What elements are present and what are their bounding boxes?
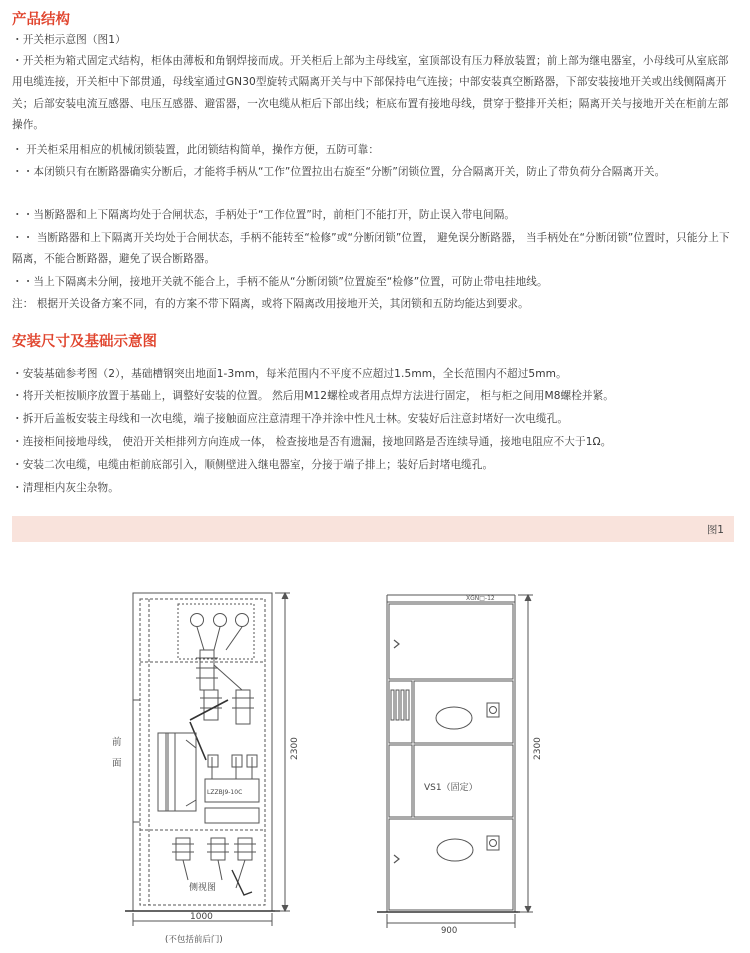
section-title-product-structure: 产品结构 — [12, 12, 70, 28]
side-view-label: 侧视图 — [189, 883, 217, 893]
note-paragraph: 注： 根据开关设备方案不同，有的方案不带下隔离，或将下隔离改用接地开关，其闭锁和五防均能达到要求。 — [12, 298, 529, 310]
side-height-dimension — [275, 593, 290, 911]
front-label: 前 — [112, 737, 122, 748]
front-width-value: 900 — [441, 926, 458, 936]
paragraph: ・・ 当断路器和上下隔离开关均处于合闸状态，手柄不能转至“检修”或“分断闭锁”位置， 避免误分断路器， 当手柄处在“分断闭锁”位置时，只能分上下隔离，不能合断路器，避免了误合断路器。 — [12, 232, 730, 266]
side-height-value: 2300 — [290, 737, 300, 760]
front-view-cabinet — [377, 595, 520, 912]
paragraph: ・清理柜内灰尘杂物。 — [12, 482, 119, 494]
figure-caption: 图1 — [706, 524, 724, 536]
paragraph: ・ 开关柜采用相应的机械闭锁装置，此闭锁结构简单，操作方便，五防可靠： — [12, 144, 380, 156]
section-title-installation: 安装尺寸及基础示意图 — [12, 334, 157, 350]
paragraph: ・连接柜间接地母线， 使沿开关柜排列方向连成一体， 检查接地是否有遗漏，接地回路是否连续导通，接地电阻应不大于1Ω。 — [12, 436, 612, 448]
paragraph: ・安装二次电缆，电缆由柜前底部引入，顺侧壁进入继电器室，分接于端子排上；装好后封堵电缆孔。 — [12, 459, 494, 471]
paragraph: ・拆开后盖板安装主母线和一次电缆，端子接触面应注意清理干净并涂中性凡士林。安装好后注意封堵好一次电缆孔。 — [12, 413, 569, 425]
side-view-cabinet — [125, 593, 280, 911]
side-width-value: 1000 — [190, 912, 213, 922]
front-height-dimension — [518, 595, 533, 912]
front-height-value: 2300 — [533, 737, 543, 760]
ct-model-label: LZZBJ9-10C — [207, 789, 243, 796]
paragraph: ・・当断路器和上下隔离均处于合闸状态，手柄处于“工作位置”时，前柜门不能打开，防止误入带电间隔。 — [12, 209, 516, 221]
front-label: 面 — [112, 758, 122, 769]
paragraph: ・开关柜示意图（图1） — [12, 34, 126, 46]
paragraph: ・将开关柜按顺序放置于基础上，调整好安装的位置。 然后用M12螺栓或者用点焊方法进行固定， 柜与柜之间用M8螺栓并紧。 — [12, 390, 615, 402]
cabinet-model: XGN□-12 — [466, 595, 495, 602]
paragraph: ・・本闭锁只有在断路器确实分断后，才能将手柄从“工作”位置拉出右旋至“分断”闭锁位置，分合隔离开关，防止了带负荷分合隔离开关。 — [12, 166, 666, 178]
paragraph: ・开关柜为箱式固定式结构，柜体由薄板和角钢焊接而成。开关柜后上部为主母线室，室顶部设有压力释放装置；前上部为继电器室，小母线可从室底部用电缆连接，开关柜中下部贯通，母线室通过GN30型旋转式隔离开关与中下部保持电气连接；中部安装真空断路器，下部安装接地开关或出线侧隔离开关；后部安装电流互感器、电压互感器、避雷器，一次电缆从柜后下部出线；柜底布置有接地母线，贯穿于整排开关柜；隔离开关与接地开关在柜前左部操作。 — [12, 55, 729, 132]
paragraph: ・・当上下隔离未分闸，接地开关就不能合上，手柄不能从“分断闭锁”位置旋至“检修”位置，可防止带电挂地线。 — [12, 276, 548, 288]
paragraph: ・安装基础参考图（2），基础槽钢突出地面1-3mm，每米范围内不平度不应超过1.5mm，全长范围内不超过5mm。 — [12, 368, 567, 380]
breaker-label: VS1（固定） — [424, 783, 478, 793]
side-note: (不包括前后门) — [165, 935, 223, 945]
